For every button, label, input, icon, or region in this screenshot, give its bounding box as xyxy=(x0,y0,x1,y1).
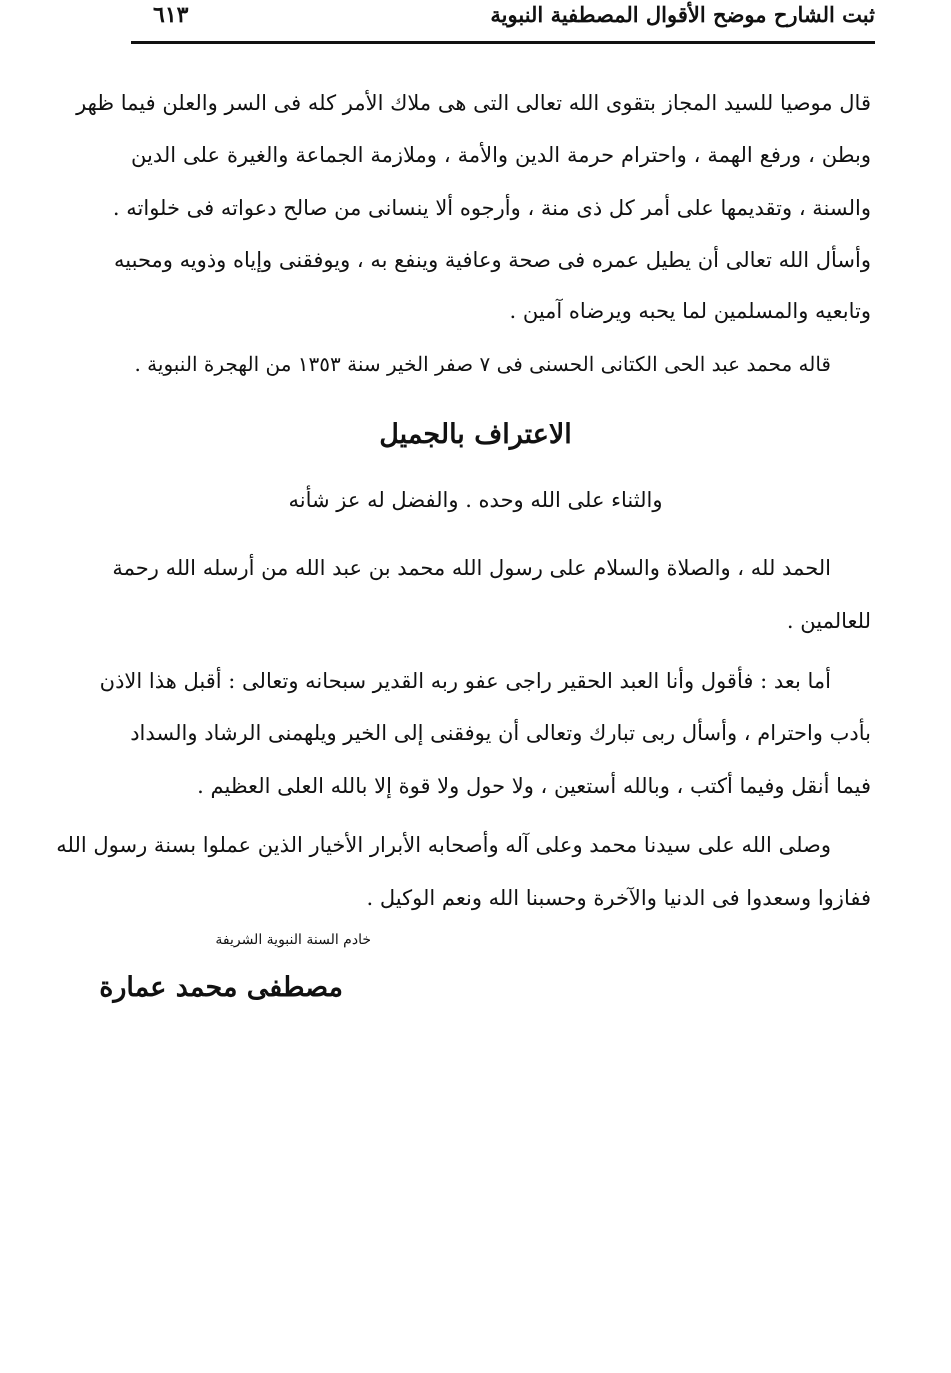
section-subheading: والثناء على الله وحده . والفضل له عز شأنه xyxy=(288,488,663,512)
closing-line-1: وصلى الله على سيدنا محمد وعلى آله وأصحابه الأبرار الأخيار الذين عملوا بسنة رسول الله xyxy=(56,833,831,857)
signature-role: خادم السنة النبوية الشريفة xyxy=(215,932,371,948)
amma-baad-line-3: فيما أنقل وفيما أكتب ، وبالله أستعين ، ولا حول ولا قوة إلا بالله العلى العظيم . xyxy=(197,774,871,798)
amma-baad-line-1: أما بعد : فأقول وأنا العبد الحقير راجى عفو ربه القدير سبحانه وتعالى : أقبل هذا الاذن xyxy=(99,669,831,693)
intro-line-4: وأسأل الله تعالى أن يطيل عمره فى صحة وعافية وينفع به ، ويوفقنى وإياه وذويه ومحبيه xyxy=(114,248,871,272)
running-title: ثبت الشارح موضح الأقوال المصطفية النبوية xyxy=(490,2,875,27)
intro-line-5: وتابعيه والمسلمين لما يحبه ويرضاه آمين . xyxy=(509,299,871,323)
hamd-line-1: الحمد لله ، والصلاة والسلام على رسول الله محمد بن عبد الله من أرسله الله رحمة xyxy=(112,556,831,580)
intro-line-2: وبطن ، ورفع الهمة ، واحترام حرمة الدين والأمة ، وملازمة الجماعة والغيرة على الدين xyxy=(131,143,871,167)
page-header xyxy=(131,0,875,40)
header-rule xyxy=(131,41,875,44)
amma-baad-line-2: بأدب واحترام ، وأسأل ربى تبارك وتعالى أن يوفقنى إلى الخير ويلهمنى الرشاد والسداد xyxy=(130,721,871,745)
signature-name: مصطفى محمد عمارة xyxy=(99,972,343,1003)
signoff-line: قاله محمد عبد الحى الكتانى الحسنى فى ٧ صفر الخير سنة ١٣٥٣ من الهجرة النبوية . xyxy=(134,352,831,376)
intro-line-1: قال موصيا للسيد المجاز بتقوى الله تعالى التى هى ملاك الأمر كله فى السر والعلن فيما ظهر xyxy=(76,91,871,115)
intro-line-3: والسنة ، وتقديمها على أمر كل ذى منة ، وأرجوه ألا ينسانى من صالح دعواته فى خلواته . xyxy=(112,196,871,220)
page-number: ٦١٣ xyxy=(153,2,189,28)
section-heading: الاعتراف بالجميل xyxy=(379,419,572,450)
hamd-line-2: للعالمين . xyxy=(786,609,871,633)
closing-line-2: ففازوا وسعدوا فى الدنيا والآخرة وحسبنا الله ونعم الوكيل . xyxy=(366,886,871,910)
